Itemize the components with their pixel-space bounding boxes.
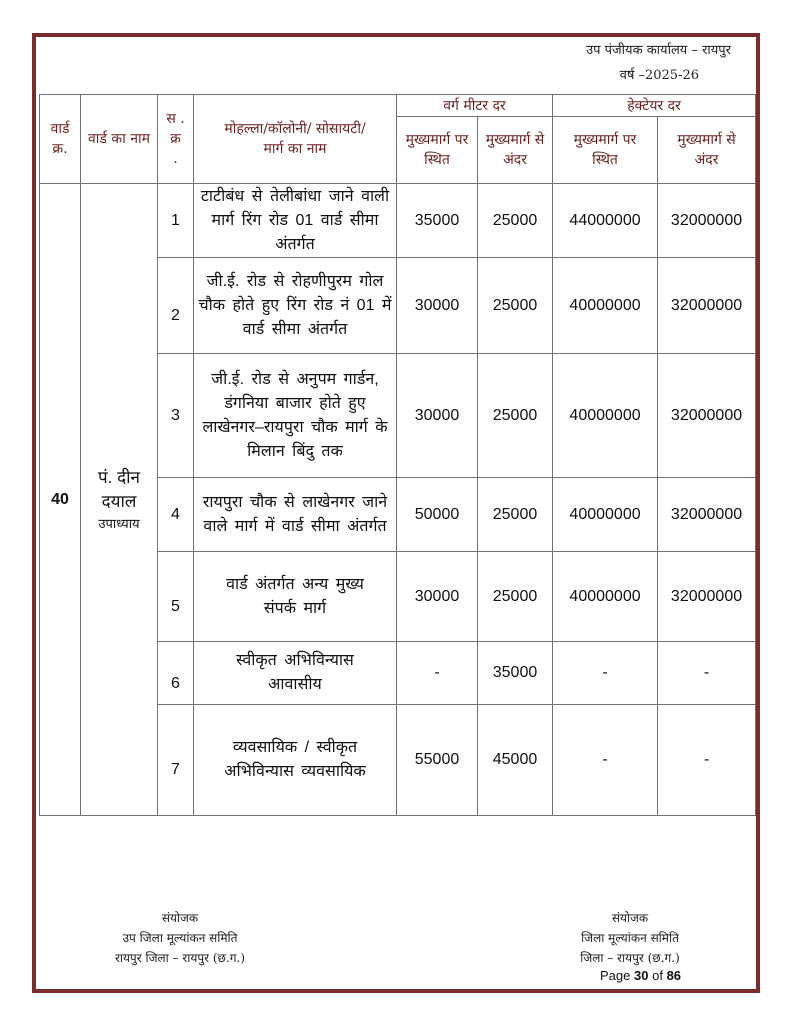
ha-inside-cell: - bbox=[658, 705, 756, 816]
office-title: उप पंजीयक कार्यालय – रायपुर bbox=[586, 43, 731, 58]
sqm-inside-cell: 25000 bbox=[478, 552, 553, 642]
serial-cell: 3 bbox=[158, 354, 194, 478]
page-total: 86 bbox=[666, 968, 682, 983]
sqm-main-cell: 35000 bbox=[397, 184, 478, 258]
ha-main-cell: - bbox=[553, 642, 658, 705]
col-ha-inside: मुख्यमार्ग से अंदर bbox=[658, 117, 756, 184]
page-current: 30 bbox=[634, 968, 649, 983]
col-ward-no: वार्ड क्र. bbox=[40, 95, 81, 184]
ward-name-line2: उपाध्याय bbox=[98, 515, 140, 531]
locality-cell: जी.ई. रोड से अनुपम गार्डन, डंगनिया बाजार होते हुए लाखेनगर–रायपुरा चौक मार्ग के मिलान बिंदु तक bbox=[194, 354, 397, 478]
col-ward-name: वार्ड का नाम bbox=[81, 95, 158, 184]
signatory-right-district: जिला – रायपुर (छ.ग.) bbox=[580, 951, 680, 965]
col-locality: मोहल्ला/कॉलोनी/ सोसायटी/मार्ग का नाम bbox=[194, 95, 397, 184]
col-group-sqm: वर्ग मीटर दर bbox=[397, 95, 553, 117]
ward-name-line1: पं. दीन दयाल bbox=[98, 467, 140, 511]
serial-cell: 1 bbox=[158, 184, 194, 258]
signatory-left-title: संयोजक bbox=[161, 911, 199, 925]
col-sqm-inside: मुख्यमार्ग से अंदर bbox=[478, 117, 553, 184]
page-of: of bbox=[652, 968, 663, 983]
sqm-main-cell: 50000 bbox=[397, 478, 478, 552]
sqm-inside-cell: 25000 bbox=[478, 478, 553, 552]
sqm-main-cell: 30000 bbox=[397, 258, 478, 354]
ward-number: 40 bbox=[40, 184, 81, 816]
ha-main-cell: 40000000 bbox=[553, 552, 658, 642]
ha-inside-cell: 32000000 bbox=[658, 184, 756, 258]
serial-cell: 6 bbox=[158, 642, 194, 705]
signatory-right-title: संयोजक bbox=[611, 911, 649, 925]
sqm-inside-cell: 35000 bbox=[478, 642, 553, 705]
sqm-main-cell: 30000 bbox=[397, 552, 478, 642]
ha-inside-cell: 32000000 bbox=[658, 258, 756, 354]
serial-cell: 4 bbox=[158, 478, 194, 552]
sqm-inside-cell: 25000 bbox=[478, 258, 553, 354]
col-group-hectare: हेक्टेयर दर bbox=[553, 95, 756, 117]
ha-inside-cell: - bbox=[658, 642, 756, 705]
ha-inside-cell: 32000000 bbox=[658, 552, 756, 642]
col-sqm-on-main: मुख्यमार्ग पर स्थित bbox=[397, 117, 478, 184]
sqm-inside-cell: 25000 bbox=[478, 354, 553, 478]
signatory-right bbox=[555, 908, 705, 968]
locality-cell: रायपुरा चौक से लाखेनगर जाने वाले मार्ग में वार्ड सीमा अंतर्गत bbox=[194, 478, 397, 552]
serial-cell: 7 bbox=[158, 705, 194, 816]
page-prefix: Page bbox=[600, 968, 631, 983]
sqm-main-cell: 30000 bbox=[397, 354, 478, 478]
ha-main-cell: - bbox=[553, 705, 658, 816]
col-serial: स . क्र . bbox=[158, 95, 194, 184]
signatory-left bbox=[80, 908, 280, 968]
serial-cell: 5 bbox=[158, 552, 194, 642]
ward-name bbox=[81, 184, 158, 816]
signatory-left-committee: उप जिला मूल्यांकन समिति bbox=[122, 931, 238, 945]
ha-main-cell: 40000000 bbox=[553, 258, 658, 354]
ha-inside-cell: 32000000 bbox=[658, 478, 756, 552]
sqm-inside-cell: 45000 bbox=[478, 705, 553, 816]
locality-cell: स्वीकृत अभिविन्यास आवासीय bbox=[194, 642, 397, 705]
ha-inside-cell: 32000000 bbox=[658, 354, 756, 478]
page-number bbox=[600, 968, 681, 983]
rates-table bbox=[39, 94, 756, 816]
signatory-right-committee: जिला मूल्यांकन समिति bbox=[581, 931, 679, 945]
locality-cell: जी.ई. रोड से रोहणीपुरम गोल चौक होते हुए रिंग रोड नं 01 में वार्ड सीमा अंतर्गत bbox=[194, 258, 397, 354]
locality-cell: टाटीबंध से तेलीबांधा जाने वाली मार्ग रिंग रोड 01 वार्ड सीमा अंतर्गत bbox=[194, 184, 397, 258]
col-ha-on-main: मुख्यमार्ग पर स्थित bbox=[553, 117, 658, 184]
ha-main-cell: 40000000 bbox=[553, 478, 658, 552]
locality-cell: व्यवसायिक / स्वीकृत अभिविन्यास व्यवसायिक bbox=[194, 705, 397, 816]
table-row bbox=[40, 184, 756, 258]
signatory-left-district: रायपुर जिला – रायपुर (छ.ग.) bbox=[114, 951, 246, 965]
ha-main-cell: 40000000 bbox=[553, 354, 658, 478]
ha-main-cell: 44000000 bbox=[553, 184, 658, 258]
sqm-main-cell: 55000 bbox=[397, 705, 478, 816]
fiscal-year: वर्ष –2025-26 bbox=[619, 68, 699, 83]
locality-cell: वार्ड अंतर्गत अन्य मुख्य संपर्क मार्ग bbox=[194, 552, 397, 642]
sqm-main-cell: - bbox=[397, 642, 478, 705]
serial-cell: 2 bbox=[158, 258, 194, 354]
sqm-inside-cell: 25000 bbox=[478, 184, 553, 258]
